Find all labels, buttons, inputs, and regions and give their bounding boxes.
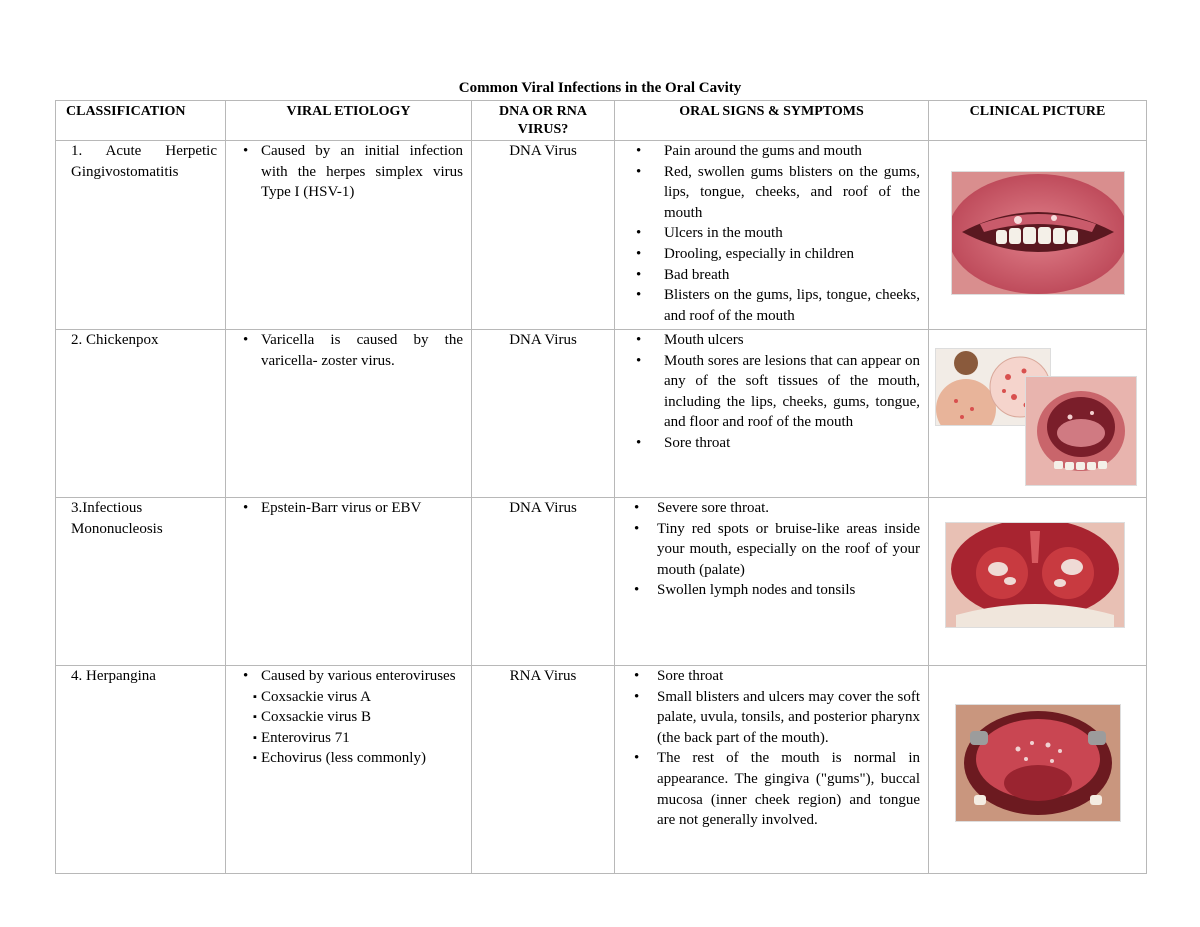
sign-item: • Ulcers in the mouth bbox=[630, 223, 920, 244]
sign-item: • Blisters on the gums, lips, tongue, cheeks, and roof of the mouth bbox=[630, 285, 920, 326]
sign-item: • Bad breath bbox=[630, 265, 920, 286]
picture-cell bbox=[929, 666, 1147, 874]
sign-item: • Sore throat bbox=[630, 433, 920, 454]
etiology-item: • Varicella is caused by the varicella- zoster virus. bbox=[241, 330, 463, 371]
header-dna-rna: DNA OR RNA VIRUS? bbox=[472, 101, 615, 141]
gingivostomatitis-photo bbox=[951, 171, 1125, 295]
etiology-sub-item: ▪ Enterovirus 71 bbox=[241, 728, 463, 749]
etiology-item: • Epstein-Barr virus or EBV bbox=[241, 498, 463, 519]
picture-cell bbox=[929, 141, 1147, 330]
sign-item: • Sore throat bbox=[630, 666, 920, 687]
sign-item: • Mouth ulcers bbox=[630, 330, 920, 351]
etiology-sub-item: ▪ Coxsackie virus A bbox=[241, 687, 463, 708]
header-etiology: VIRAL ETIOLOGY bbox=[226, 101, 472, 141]
table-row bbox=[56, 141, 1147, 330]
chickenpox-mouth-photo bbox=[1025, 376, 1137, 486]
sign-item: • Severe sore throat. bbox=[630, 498, 920, 519]
sign-item: • Mouth sores are lesions that can appear on any of the soft tissues of the mouth, including the lips, cheeks, gums, tongue, and floor and roof of the mouth bbox=[630, 351, 920, 433]
sign-item: • Swollen lymph nodes and tonsils bbox=[630, 580, 920, 601]
classification-cell: 3.Infectious Mononucleosis bbox=[56, 498, 226, 666]
herpangina-throat-photo bbox=[955, 704, 1121, 822]
etiology-cell bbox=[226, 141, 472, 330]
signs-cell bbox=[615, 498, 929, 666]
sign-item: • Red, swollen gums blisters on the gums, lips, tongue, cheeks, and roof of the mouth bbox=[630, 162, 920, 224]
etiology-cell bbox=[226, 666, 472, 874]
etiology-item: • Caused by various enteroviruses bbox=[241, 666, 463, 687]
sign-item: • Pain around the gums and mouth bbox=[630, 141, 920, 162]
signs-cell bbox=[615, 666, 929, 874]
table-row bbox=[56, 330, 1147, 498]
etiology-cell bbox=[226, 498, 472, 666]
signs-cell bbox=[615, 141, 929, 330]
mononucleosis-throat-photo bbox=[945, 522, 1125, 628]
etiology-item: • Caused by an initial infection with the herpes simplex virus Type I (HSV-1) bbox=[241, 141, 463, 203]
etiology-sub-item: ▪ Coxsackie virus B bbox=[241, 707, 463, 728]
etiology-sub-item: ▪ Echovirus (less commonly) bbox=[241, 748, 463, 769]
header-picture: CLINICAL PICTURE bbox=[929, 101, 1147, 141]
table-row bbox=[56, 666, 1147, 874]
classification-cell: 2. Chickenpox bbox=[56, 330, 226, 498]
sign-item: • Drooling, especially in children bbox=[630, 244, 920, 265]
table-row bbox=[56, 498, 1147, 666]
viral-infections-table bbox=[55, 100, 1147, 874]
picture-cell bbox=[929, 498, 1147, 666]
virus-type-cell: DNA Virus bbox=[472, 498, 615, 666]
header-classification: CLASSIFICATION bbox=[56, 101, 226, 141]
classification-cell: 1. Acute Herpetic Gingivostomatitis bbox=[56, 141, 226, 330]
header-signs: ORAL SIGNS & SYMPTOMS bbox=[615, 101, 929, 141]
classification-cell: 4. Herpangina bbox=[56, 666, 226, 874]
signs-cell bbox=[615, 330, 929, 498]
table-header-row bbox=[56, 101, 1147, 141]
page-title: Common Viral Infections in the Oral Cavity bbox=[458, 80, 742, 96]
sign-item: • Tiny red spots or bruise-like areas inside your mouth, especially on the roof of your mouth (palate) bbox=[630, 519, 920, 581]
virus-type-cell: DNA Virus bbox=[472, 330, 615, 498]
virus-type-cell: RNA Virus bbox=[472, 666, 615, 874]
sign-item: • Small blisters and ulcers may cover the soft palate, uvula, tonsils, and posterior pharynx (the back part of the mouth). bbox=[630, 687, 920, 749]
etiology-cell bbox=[226, 330, 472, 498]
sign-item: • The rest of the mouth is normal in appearance. The gingiva ("gums"), buccal mucosa (inner cheek region) and tongue are not generally involved. bbox=[630, 748, 920, 830]
virus-type-cell: DNA Virus bbox=[472, 141, 615, 330]
picture-cell bbox=[929, 330, 1147, 498]
